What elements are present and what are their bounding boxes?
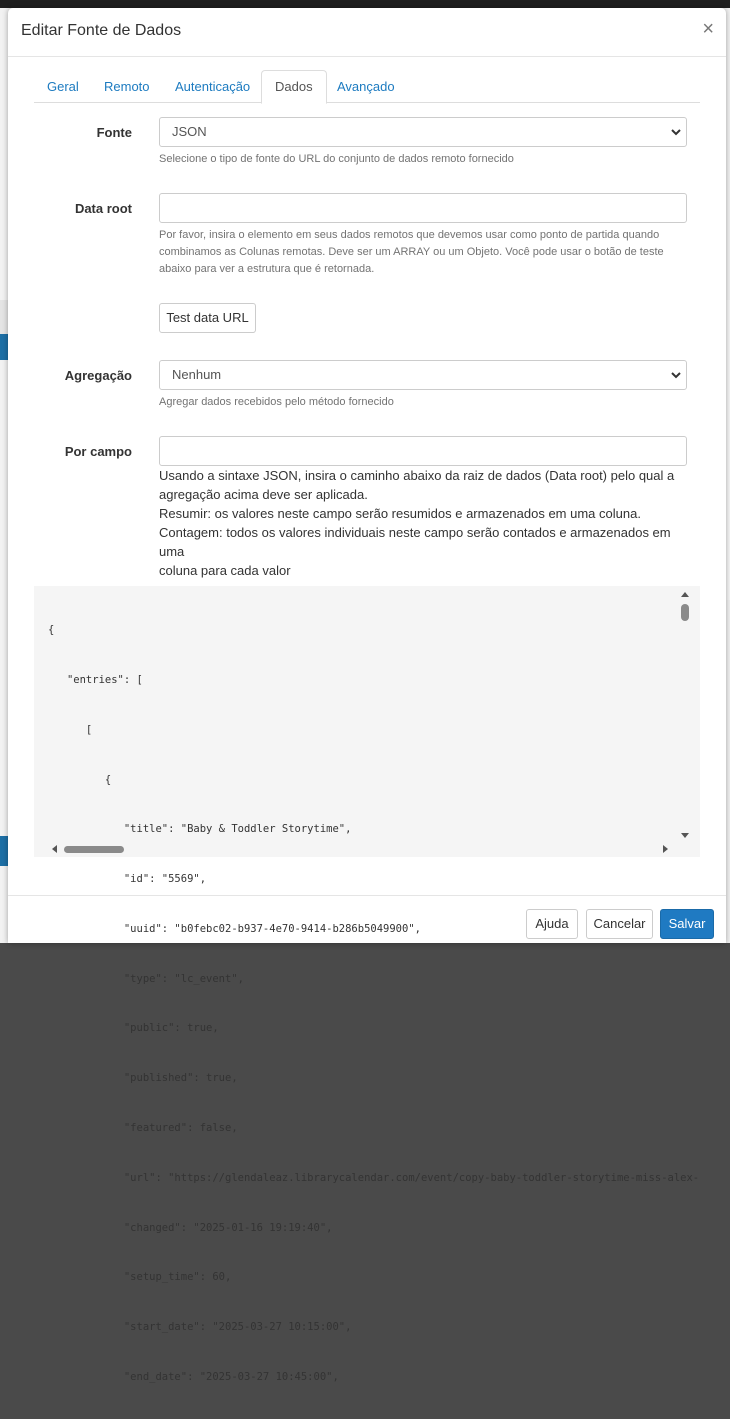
backdrop-header-row — [0, 300, 8, 334]
vertical-scrollbar[interactable] — [678, 590, 692, 840]
agregacao-label: Agregação — [64, 368, 132, 383]
por-campo-help-line: Resumir: os valores neste campo serão resumidos e armazenados em uma coluna. — [159, 506, 641, 521]
por-campo-help-line: Usando a sintaxe JSON, insira o caminho abaixo da raiz de dados (Data root) pelo qual a — [159, 468, 675, 483]
json-line: "changed": "2025-01-16 19:19:40", — [48, 1221, 333, 1234]
json-line: { — [48, 773, 112, 786]
por-campo-label: Por campo — [64, 444, 132, 459]
save-button[interactable]: Salvar — [660, 909, 714, 939]
data-root-help-line: abaixo para ver a estrutura que é retornada. — [159, 263, 375, 275]
backdrop-topbar — [0, 0, 730, 8]
close-button[interactable]: × — [702, 18, 714, 40]
json-line: "url": "https://glendaleaz.librarycalendar.com/event/copy-baby-toddler-storytime-miss-alex- — [48, 1171, 700, 1184]
fonte-select[interactable] — [159, 117, 687, 147]
tab-autenticacao[interactable]: Autenticação — [175, 79, 251, 94]
horizontal-scroll-thumb[interactable] — [64, 846, 124, 853]
data-root-help-line: Por favor, insira o elemento em seus dados remotos que devemos usar como ponto de partida quando — [159, 229, 660, 241]
test-data-url-button[interactable]: Test data URL — [159, 303, 256, 333]
json-line: "end_date": "2025-03-27 10:45:00", — [48, 1370, 339, 1383]
scroll-down-arrow-icon[interactable] — [680, 832, 690, 840]
scroll-up-arrow-icon[interactable] — [680, 590, 690, 598]
json-line: "published": true, — [48, 1072, 238, 1085]
modal-header — [8, 8, 726, 57]
tab-avancado[interactable]: Avançado — [337, 79, 395, 94]
por-campo-help-line: agregação acima deve ser aplicada. — [159, 487, 368, 502]
backdrop-row-highlight — [0, 836, 8, 866]
vertical-scroll-thumb[interactable] — [681, 604, 689, 621]
data-root-label: Data root — [74, 201, 132, 216]
agregacao-select[interactable] — [159, 360, 687, 390]
json-line: "type": "lc_event", — [48, 972, 244, 985]
scroll-left-arrow-icon[interactable] — [50, 845, 58, 853]
json-line: "entries": [ — [48, 673, 143, 686]
data-root-input[interactable] — [159, 193, 687, 223]
por-campo-input[interactable] — [159, 436, 687, 466]
fonte-label: Fonte — [96, 125, 132, 140]
json-line: [ — [48, 723, 93, 736]
chevron-down-icon — [670, 125, 682, 139]
json-line: "setup_time": 60, — [48, 1271, 232, 1284]
tab-dados[interactable]: Dados — [261, 70, 327, 104]
json-line: "featured": false, — [48, 1122, 238, 1134]
json-line: "id": "5569", — [48, 873, 207, 886]
tab-remoto[interactable]: Remoto — [104, 79, 150, 94]
modal-footer — [8, 895, 726, 943]
fonte-select-value: JSON — [172, 124, 207, 139]
chevron-down-icon — [670, 368, 682, 382]
por-campo-help-line: coluna para cada valor — [159, 563, 291, 578]
json-line: "start_date": "2025-03-27 10:15:00", — [48, 1321, 352, 1334]
tab-bar — [34, 70, 700, 103]
edit-datasource-modal — [8, 8, 726, 1383]
json-line: { — [48, 624, 55, 637]
agregacao-select-value: Nenhum — [172, 367, 222, 382]
data-root-help — [159, 227, 687, 278]
modal-title: Editar Fonte de Dados — [21, 22, 182, 39]
fonte-help: Selecione o tipo de fonte do URL do conjunto de dados remoto fornecido — [159, 153, 514, 165]
help-button[interactable]: Ajuda — [526, 909, 578, 939]
json-line: "title": "Baby & Toddler Storytime", — [48, 823, 352, 836]
data-root-help-line: combinamos as Colunas remotas. Deve ser um ARRAY ou um Objeto. Você pode usar o botão de teste — [159, 246, 664, 258]
agregacao-help: Agregar dados recebidos pelo método fornecido — [159, 396, 394, 408]
tab-geral[interactable]: Geral — [47, 79, 79, 94]
json-line: "public": true, — [48, 1022, 219, 1035]
horizontal-scrollbar[interactable] — [50, 844, 670, 854]
por-campo-help — [159, 466, 687, 580]
por-campo-help-line: Contagem: todos os valores individuais neste campo serão contados e armazenados em uma — [159, 525, 671, 559]
json-line: "uuid": "b0febc02-b937-4e70-9414-b286b5049900", — [48, 922, 421, 935]
scroll-right-arrow-icon[interactable] — [662, 845, 670, 853]
cancel-button[interactable]: Cancelar — [586, 909, 653, 939]
backdrop-row-highlight — [0, 330, 8, 360]
